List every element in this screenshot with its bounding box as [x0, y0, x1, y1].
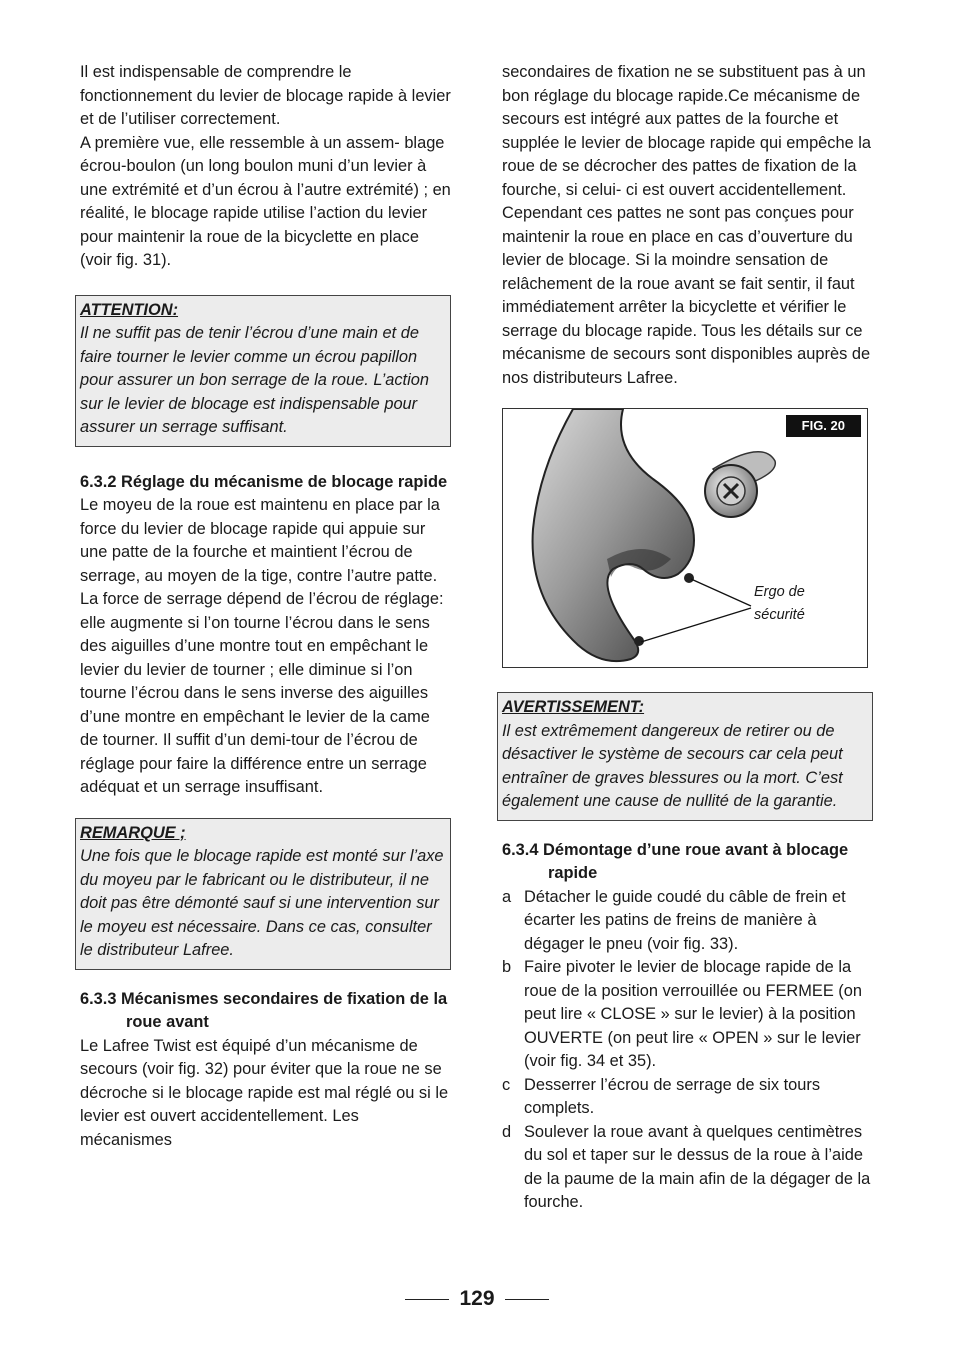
list-item [502, 956, 874, 1074]
step-text: Soulever la roue avant à quelques centimètres du sol et taper sur le dessus de la roue à l’aide de la paume de la main afin de la dégager de la fourche. [524, 1122, 871, 1211]
figure-20 [502, 408, 868, 668]
list-item [502, 1074, 874, 1121]
attention-text: Il ne suffit pas de tenir l’écrou d’une main et de faire tourner le levier comme un écrou papillon pour assurer un bon serrage de la roue. L’action sur le levier de blocage est indispensable pour assurer un serrage suffisant. [80, 324, 429, 436]
figure-callout-line1: Ergo de [754, 584, 805, 600]
step-text: Détacher le guide coudé du câble de frein et écarter les patins de freins de manière à dégager le pneu (voir fig. 33). [524, 887, 846, 953]
section-633-heading: 6.3.3 Mécanismes secondaires de fixation de la roue avant [80, 989, 448, 1031]
attention-box [75, 295, 451, 447]
list-item [502, 1121, 874, 1215]
page-number [0, 1285, 954, 1313]
section-632-text: Le moyeu de la roue est maintenu en place par la force du levier de blocage rapide qui appuie sur une patte de la fourche et maintient l’écrou de serrage, au moyen de la tige, contre l’autre patte. La force de serrage dépend de l’écrou de réglage: elle augmente si l’on tourne l’écrou dans le sens des aiguilles d’une montre tout en empêchant le levier du levier de tourner ; elle diminue si l’on tourne l’écrou dans le sens inverse des aiguilles d’une montre en empêchant le levier de la came de tourner. Il suffit d’un demi-tour de l’écrou de réglage pour faire la différence entre un serrage adéquat et un serrage insuffisant. [80, 496, 444, 796]
step-letter: a [502, 887, 512, 906]
step-text: Desserrer l’écrou de serrage de six tours complets. [524, 1075, 821, 1117]
attention-title: ATTENTION: [80, 300, 179, 319]
avertissement-box [497, 692, 873, 821]
step-text: Faire pivoter le levier de blocage rapide de la roue de la position verrouillée ou FERMEE (on peut lire « CLOSE » sur le levier) à la position OUVERTE (on peut lire « OPEN » sur le levier (voir fig. 34 et 35). [524, 958, 863, 1070]
list-item [502, 886, 874, 957]
figure-callout-line2: sécurité [754, 607, 805, 623]
right-column [502, 61, 874, 1215]
step-letter: d [502, 1122, 512, 1141]
step-letter: b [502, 958, 512, 976]
section-632-heading: 6.3.2 Réglage du mécanisme de blocage rapide [80, 472, 448, 491]
remarque-title: REMARQUE ; [80, 823, 186, 842]
removal-steps-list [502, 886, 874, 1215]
step-letter: c [502, 1075, 511, 1094]
page-number-rule-right [505, 1299, 549, 1300]
left-column [80, 61, 452, 1152]
section-633-text: Le Lafree Twist est équipé d’un mécanisme de secours (voir fig. 32) pour éviter que la roue ne se décroche si le blocage rapide est mal réglé ou si le levier est ouvert accidentellement. Les mécanismes [80, 1036, 449, 1149]
page-number-rule-left [405, 1299, 449, 1300]
remarque-box [75, 818, 451, 970]
continuation-paragraph: secondaires de fixation ne se substituent pas à un bon réglage du blocage rapide.Ce mécanisme de secours est intégré aux pattes de la fourche et supplée le levier de blocage rapide qui empêche la roue de se décrocher des pattes de fixation de la fourche, si celui- ci est ouvert accidentellement. Cependant ces pattes ne sont pas conçues pour maintenir la roue en place en cas d’ouverture du levier de blocage. Si la moindre sensation de relâchement de la roue avant se fait sentir, il faut immédiatement arrêter la bicyclette et vérifier le serrage du blocage rapide. Tous les détails sur ce mécanisme de secours sont disponibles auprès de nos distributeurs Lafree. [502, 63, 872, 387]
figure-label: FIG. 20 [786, 415, 861, 437]
figure-callout [754, 581, 805, 627]
intro-paragraph-2: A première vue, elle ressemble à un assem- blage écrou-boulon (un long boulon muni d’un levier à une extrémité et d’un écrou à l’autre extrémité) ; en réalité, le blocage rapide utilise l’action du levier pour maintenir la roue de la bicyclette en place (voir fig. 31). [80, 133, 451, 269]
fork-dropout-illustration [503, 409, 867, 667]
avertissement-text: Il est extrêmement dangereux de retirer ou de désactiver le système de secours car cela peut entraîner de graves blessures ou la mort. C’est également une cause de nullité de la garantie. [502, 721, 843, 810]
section-634-heading: 6.3.4 Démontage d’une roue avant à blocage rapide [502, 840, 849, 882]
avertissement-title: AVERTISSEMENT: [502, 698, 645, 716]
intro-paragraph: Il est indispensable de comprendre le fonctionnement du levier de blocage rapide à levier et de l’utiliser correctement. [80, 63, 451, 128]
remarque-text: Une fois que le blocage rapide est monté sur l’axe du moyeu par le fabricant ou le distributeur, il ne doit pas être démonté sauf si une intervention sur le moyeu est nécessaire. Dans ce cas, consulter le distributeur Lafree. [80, 847, 444, 959]
page-number-value: 129 [459, 1287, 495, 1310]
